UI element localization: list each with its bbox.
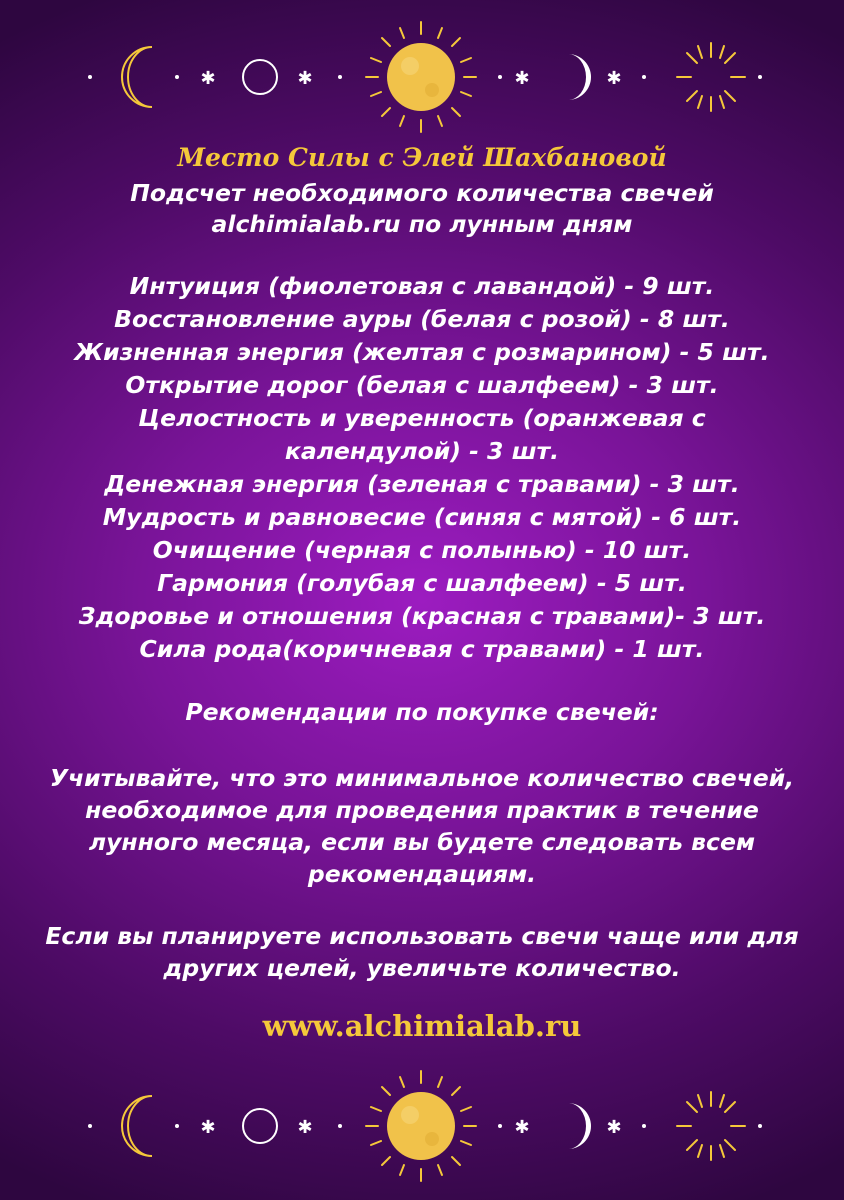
list-item: Интуиция (фиолетовая с лавандой) - 9 шт. bbox=[129, 272, 715, 300]
dot-icon bbox=[642, 1124, 646, 1128]
star-icon: ✱ bbox=[200, 68, 216, 89]
dot-icon bbox=[642, 75, 646, 79]
dot-icon bbox=[338, 75, 342, 79]
dot-icon bbox=[498, 1124, 502, 1128]
star-icon: ✱ bbox=[514, 1117, 530, 1138]
dot-icon bbox=[498, 75, 502, 79]
brand-title: Место Силы с Элей Шахбановой bbox=[177, 143, 667, 172]
dot-icon bbox=[175, 1124, 179, 1128]
crescent-moon-gold-icon bbox=[122, 47, 152, 107]
dot-icon bbox=[758, 1124, 762, 1128]
star-icon: ✱ bbox=[297, 1117, 313, 1138]
dot-icon bbox=[758, 75, 762, 79]
star-icon: ✱ bbox=[297, 68, 313, 89]
list-item: Здоровье и отношения (красная с травами)- 3 шт. bbox=[78, 602, 766, 630]
list-item: Мудрость и равновесие (синяя с мятой) - 6 шт. bbox=[102, 503, 742, 531]
list-item: Восстановление ауры (белая с розой) - 8 шт. bbox=[114, 305, 730, 333]
dot-icon bbox=[338, 1124, 342, 1128]
sunburst-icon bbox=[677, 43, 745, 111]
sun-icon bbox=[366, 22, 476, 132]
star-icon: ✱ bbox=[200, 1117, 216, 1138]
title-line-2: alchimialab.ru по лунным дням bbox=[211, 210, 633, 238]
list-item: Целостность и уверенность (оранжевая с календулой) - 3 шт. bbox=[138, 404, 706, 465]
list-item: Очищение (черная с полынью) - 10 шт. bbox=[152, 536, 692, 564]
list-item: Денежная энергия (зеленая с травами) - 3 шт. bbox=[104, 470, 740, 498]
list-item: Жизненная энергия (желтая с розмарином) - 5 шт. bbox=[74, 338, 770, 366]
sunburst-icon bbox=[677, 1092, 745, 1160]
dot-icon bbox=[175, 75, 179, 79]
main-content bbox=[0, 138, 844, 1046]
sun-icon bbox=[366, 1071, 476, 1181]
recommendations-title: Рекомендации по покупке свечей: bbox=[185, 698, 659, 726]
bottom-decoration-band bbox=[0, 1060, 844, 1200]
title-line-1: Подсчет необходимого количества свечей bbox=[130, 179, 714, 207]
list-item: Гармония (голубая с шалфеем) - 5 шт. bbox=[157, 569, 687, 597]
top-decoration-svg bbox=[0, 0, 844, 140]
recommendation-paragraph-2: Если вы планируете использовать свечи чаще или для других целей, увеличьте количество. bbox=[45, 922, 799, 982]
bottom-decoration-svg bbox=[0, 1060, 844, 1200]
circle-moon-icon bbox=[243, 60, 277, 94]
website-link[interactable]: www.alchimialab.ru bbox=[262, 1009, 582, 1043]
crescent-moon-white-icon bbox=[568, 54, 591, 100]
candle-list bbox=[0, 270, 844, 666]
circle-moon-icon bbox=[243, 1109, 277, 1143]
star-icon: ✱ bbox=[606, 68, 622, 89]
list-item: Сила рода(коричневая с травами) - 1 шт. bbox=[139, 635, 705, 663]
star-icon: ✱ bbox=[606, 1117, 622, 1138]
document-title bbox=[0, 178, 844, 240]
list-item: Открытие дорог (белая с шалфеем) - 3 шт. bbox=[125, 371, 719, 399]
dot-icon bbox=[88, 75, 92, 79]
dot-icon bbox=[88, 1124, 92, 1128]
star-icon: ✱ bbox=[514, 68, 530, 89]
top-decoration-band bbox=[0, 0, 844, 140]
crescent-moon-white-icon bbox=[568, 1103, 591, 1149]
crescent-moon-gold-icon bbox=[122, 1096, 152, 1156]
recommendation-paragraph-1: Учитывайте, что это минимальное количество свечей, необходимое для проведения практик в течение лунного месяца, если вы будете следовать всем рекомендациям. bbox=[49, 764, 795, 888]
